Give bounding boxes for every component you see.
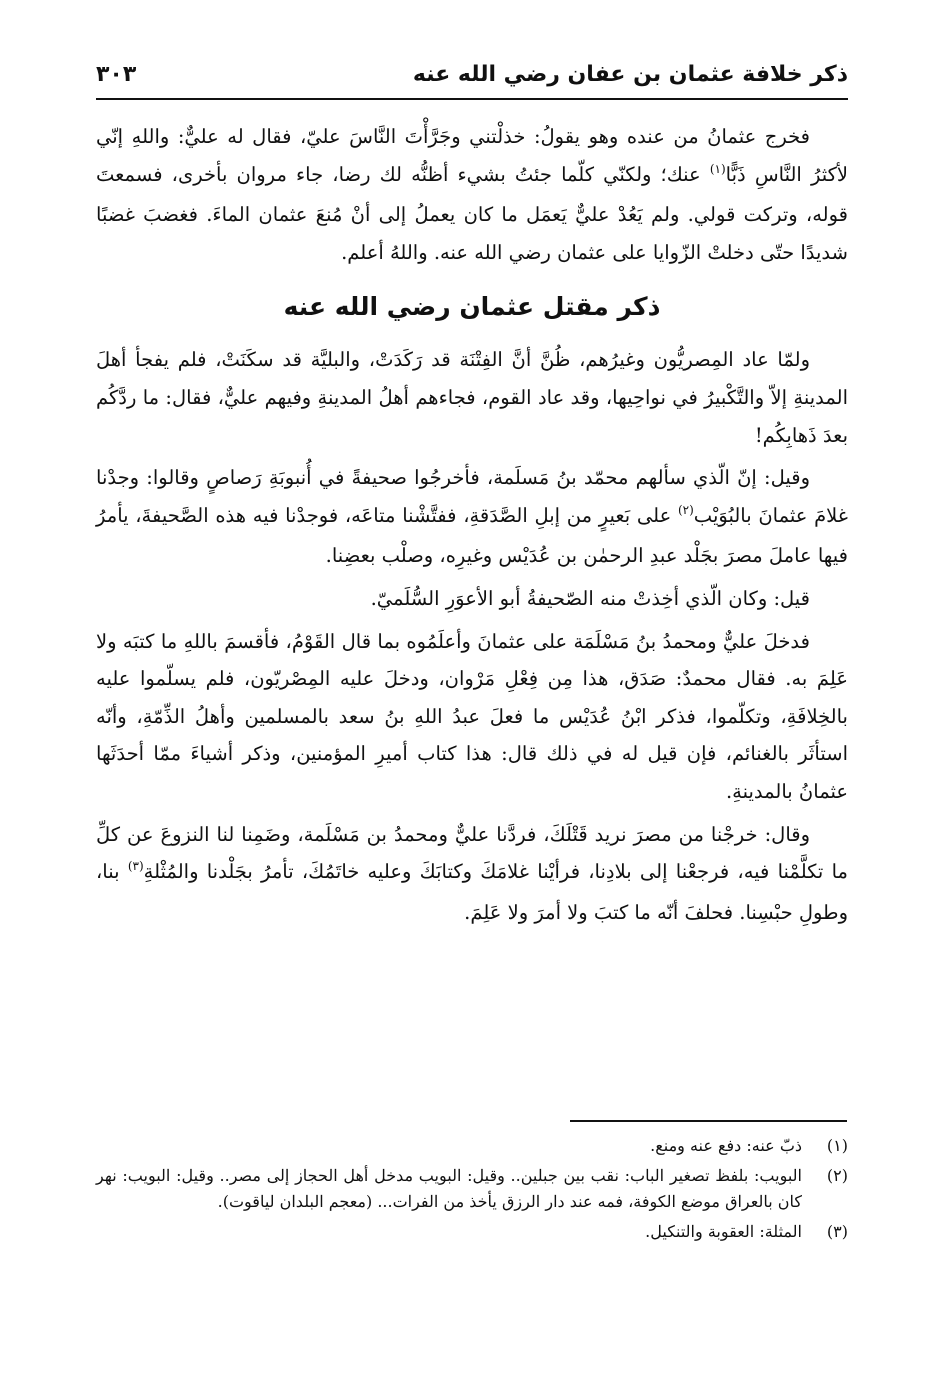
- footnote: [96, 1219, 848, 1245]
- footnote-text: المثلة: العقوبة والتنكيل.: [645, 1222, 802, 1241]
- page-header: [96, 58, 848, 100]
- paragraph-text: بنا، وطولِ حبْسِنا. فحلفَ أنّه ما كتبَ ولا أمرَ ولا عَلِمَ.: [96, 860, 848, 924]
- paragraph: [96, 580, 848, 618]
- footnote-number: (٢): [826, 1166, 848, 1185]
- running-title: ذكر خلافة عثمان بن عفان رضي الله عنه: [412, 62, 848, 87]
- footnote-text: ذبّ عنه: دفع عنه ومنع.: [650, 1136, 802, 1155]
- paragraph: [96, 816, 848, 932]
- footnote-text: البويب: بلفظ تصغير الباب: نقب بين جبلين.. وقيل: البويب مدخل أهل الحجاز إلى مصر.. وقيل: البويب: نهر كان بالعراق موضع الكوفة، فمه عند دار الرزق يأخذ من الفرات... (معجم البلدان لياقوت).: [96, 1166, 802, 1211]
- footnotes: [96, 1133, 848, 1249]
- paragraph-text: قيل: وكان الّذي أخِذتْ منه الصّحيفةُ أبو الأعوَرِ السُّلَميّ.: [370, 586, 810, 610]
- paragraph-text: وقيل: إنّ الّذي سألهم محمّد بنُ مَسلَمة، فأخرجُوا صحيفةً في أُنبوبَةِ رَصاصٍ وقالوا: وجدْنا غلامَ عثمانَ بالبُوَيْب: [96, 466, 848, 527]
- paragraph-text: وقال: خرجْنا من مصرَ نريد قَتْلَكَ، فردَّنا عليٌّ ومحمدُ بن مَسْلَمة، وضَمِنا لنا النزوعَ عن كلِّ ما تكلَّمْنا فيه، فرجعْنا إلى بلادِنا، فرأيْنا غلامَكَ وكتابَكَ وعليه خاتَمُكَ، تأمرُ بجَلْدنا والمُثْلةِ: [96, 822, 848, 884]
- paragraph: [96, 623, 848, 811]
- footnote-number: (١): [826, 1136, 848, 1155]
- footnote-marker: (١): [709, 161, 726, 176]
- paragraph-text: على بَعيرٍ من إبلِ الصَّدَقةِ، ففتَّشْنا متاعَه، فوجدْنا فيه هذه الصَّحيفةَ، يأمرُ فيها عاملَ مصرَ بجَلْد عبدِ الرحمٰن بن عُدَيْس وغيرِه، وصلْب بعضِنا.: [96, 503, 848, 568]
- main-text: [96, 118, 848, 936]
- footnote-divider: [570, 1120, 847, 1122]
- paragraph: [96, 341, 848, 454]
- paragraph-text: عنك؛ ولكنّي كلّما جئتُ بشيء أظنُّه لك رضا، جاء مروان بأخرى، فسمعتَ قوله، وتركت قولي. ولم يَعُدْ عليٌّ يَعمَل ما كان يعملُ إلى أنْ مُنعَ عثمان الماءَ. فغضبَ غضبًا شديدًا حتّى دخلتْ الزّوايا على عثمان رضي الله عنه. واللهُ أعلم.: [96, 162, 848, 264]
- footnote-number: (٣): [826, 1222, 848, 1241]
- footnote: [96, 1133, 848, 1159]
- footnote: [96, 1163, 848, 1215]
- footnote-marker: (٣): [127, 859, 144, 874]
- paragraph-text: ولمّا عاد المِصريُّون وغيرُهم، ظُنَّ أنَّ الفِتْنَة قد رَكَدَتْ، والبليَّة قد سكَنَتْ، فلم يفجأ أهلَ المدينةِ إلاّ والتَّكْبيرُ في نواحِيها، وقد عاد القوم، فجاءهم أهلُ المدينةِ وفيهم عليٌّ، فقال: ما ردَّكُم بعدَ ذَهابِكُم!: [96, 348, 848, 447]
- page-number: ٣٠٣: [96, 62, 137, 87]
- paragraph: [96, 459, 848, 575]
- paragraph: [96, 118, 848, 271]
- footnote-marker: (٢): [677, 502, 694, 517]
- paragraph-text: فخرج عثمانُ من عنده وهو يقولُ: خذلْتني وجَرَّأْتَ النَّاسَ عليّ، فقال له عليٌّ: واللهِ إنّي لأكثرُ النَّاسِ ذَبًّا: [96, 125, 848, 186]
- section-title: ذكر مقتل عثمان رضي الله عنه: [283, 292, 661, 322]
- paragraph-text: فدخلَ عليٌّ ومحمدُ بنُ مَسْلَمَة على عثمانَ وأعلَمُوه بما قال القَوْمُ، فأقسمَ باللهِ ما كتبَه ولا عَلِمَ به. فقال محمدٌ: صَدَق، هذا مِن فِعْلِ مَرْوان، ودخلَ عليه المِصْريّون، فلم يسلّموا عليه بالخِلافَةِ، وتكلّموا، فذكر ابْنُ عُدَيْس ما فعلَ عبدُ اللهِ بنُ سعد بالمسلمين وأهلُ الذِّمّةِ، وأنّه استأثَر بالغنائم، فإن قيل له في ذلك قال: هذا كتاب أميرِ المؤمنين، وذكر أشياءَ ممّا أحدَثَها عثمانُ بالمدينةِ.: [96, 629, 848, 803]
